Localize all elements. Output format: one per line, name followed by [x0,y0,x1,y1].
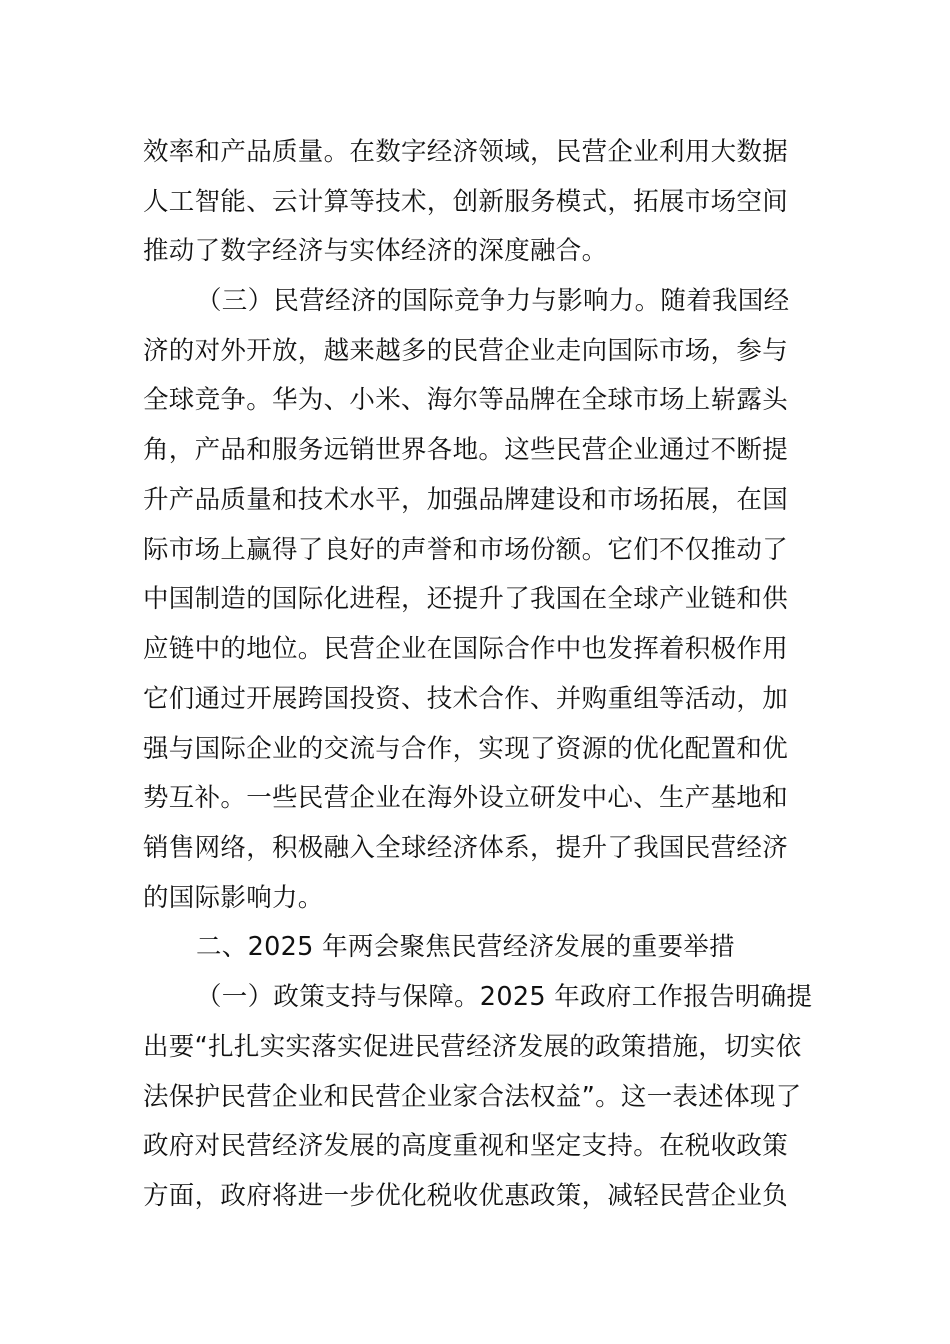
body-text-line: 济的对外开放，越来越多的民营企业走向国际市场，参与 [143,336,789,366]
body-text-line: 的国际影响力。 [143,883,324,913]
body-text-line: 出要“扎扎实实落实促进民营经济发展的政策措施，切实依 [143,1032,802,1062]
subsection-heading-1: （一）政策支持与保障。2025 年政府工作报告明确提 [196,982,813,1012]
body-text-line: 势互补。一些民营企业在海外设立研发中心、生产基地和 [143,783,789,813]
body-text-line: 强与国际企业的交流与合作，实现了资源的优化配置和优 [143,734,789,764]
body-text-line: 推动了数字经济与实体经济的深度融合。 [143,236,608,266]
body-text-line: 际市场上赢得了良好的声誉和市场份额。它们不仅推动了 [143,535,789,565]
body-text-line: 方面，政府将进一步优化税收优惠政策，减轻民营企业负 [143,1181,789,1211]
body-text-line: 法保护民营企业和民营企业家合法权益”。这一表述体现了 [143,1082,802,1112]
body-text-line: 升产品质量和技术水平，加强品牌建设和市场拓展，在国 [143,485,789,515]
body-text-line: 人工智能、云计算等技术，创新服务模式，拓展市场空间 [143,187,789,217]
subsection-heading-3: （三）民营经济的国际竞争力与影响力。随着我国经 [196,286,790,316]
body-text-line: 它们通过开展跨国投资、技术合作、并购重组等活动，加 [143,684,789,714]
body-text-line: 效率和产品质量。在数字经济领域，民营企业利用大数据 [143,137,789,167]
section-heading-2: 二、2025 年两会聚焦民营经济发展的重要举措 [196,932,735,962]
body-text-line: 中国制造的国际化进程，还提升了我国在全球产业链和供 [143,584,789,614]
body-text-line: 全球竞争。华为、小米、海尔等品牌在全球市场上崭露头 [143,385,789,415]
body-text-line: 应链中的地位。民营企业在国际合作中也发挥着积极作用 [143,634,789,664]
body-text-line: 销售网络，积极融入全球经济体系，提升了我国民营经济 [143,833,789,863]
body-text-line: 角，产品和服务远销世界各地。这些民营企业通过不断提 [143,435,789,465]
body-text-line: 政府对民营经济发展的高度重视和坚定支持。在税收政策 [143,1131,789,1161]
